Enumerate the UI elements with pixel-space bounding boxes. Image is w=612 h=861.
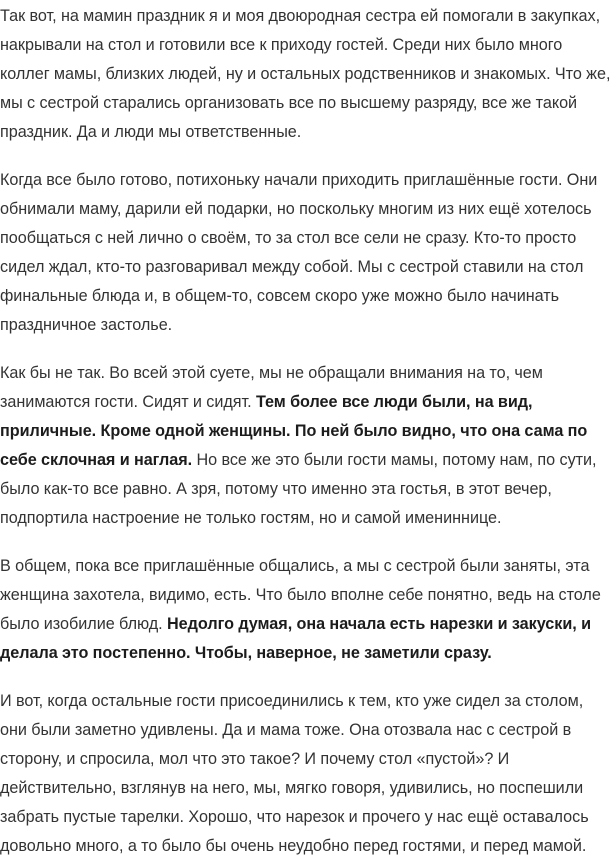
emphasized-text-run: Недолго думая, она начала есть нарезки и закуски, и делала это постепенно. Чтобы, наверное, не заметили сразу. xyxy=(0,615,592,662)
text-run: Но все же это были гости мамы, потому нам, по сути, было как-то все равно. А зря, потому что именно эта гостья, в этот вечер, подпортила настроение не только гостям, но и самой имениннице. xyxy=(0,451,597,527)
text-run: Когда все было готово, потихоньку начали приходить приглашённые гости. Они обнимали маму, дарили ей подарки, но поскольку многим из них ещё хотелось пообщаться с ней лично о своём, то за стол все сели не сразу. Кто-то просто сидел ждал, кто-то разговаривал между собой. Мы с сестрой ставили на стол финальные блюда и, в общем-то, совсем скоро уже можно было начинать праздничное застолье. xyxy=(0,171,598,334)
paragraph xyxy=(0,359,612,533)
paragraph xyxy=(0,687,612,861)
text-run: И вот, когда остальные гости присоединились к тем, кто уже сидел за столом, они были заметно удивлены. Да и мама тоже. Она отозвала нас с сестрой в сторону, и спросила, мол что это такое? И почему стол «пустой»? И действительно, взглянув на него, мы, мягко говоря, удивились, но поспешили забрать пустые тарелки. Хорошо, что нарезок и прочего у нас ещё оставалось довольно много, а то было бы очень неудобно перед гостями, и перед мамой. xyxy=(0,692,589,855)
article-body xyxy=(0,2,612,861)
text-run: Так вот, на мамин праздник я и моя двоюродная сестра ей помогали в закупках, накрывали на стол и готовили все к приходу гостей. Среди них было много коллег мамы, близких людей, ну и остальных родственников и знакомых. Что же, мы с сестрой старались организовать все по высшему разряду, все же такой праздник. Да и люди мы ответственные. xyxy=(0,7,611,141)
text-run: В общем, пока все приглашённые общались, а мы с сестрой были заняты, эта женщина захотела, видимо, есть. Что было вполне себе понятно, ведь на столе было изобилие блюд. xyxy=(0,557,601,633)
paragraph xyxy=(0,552,612,668)
paragraph xyxy=(0,2,612,147)
emphasized-text-run: Тем более все люди были, на вид, приличные. Кроме одной женщины. По ней было видно, что она сама по себе склочная и наглая. xyxy=(0,393,588,469)
paragraph xyxy=(0,166,612,340)
text-run: Как бы не так. Во всей этой суете, мы не обращали внимания на то, чем занимаются гости. Сидят и сидят. xyxy=(0,364,543,411)
